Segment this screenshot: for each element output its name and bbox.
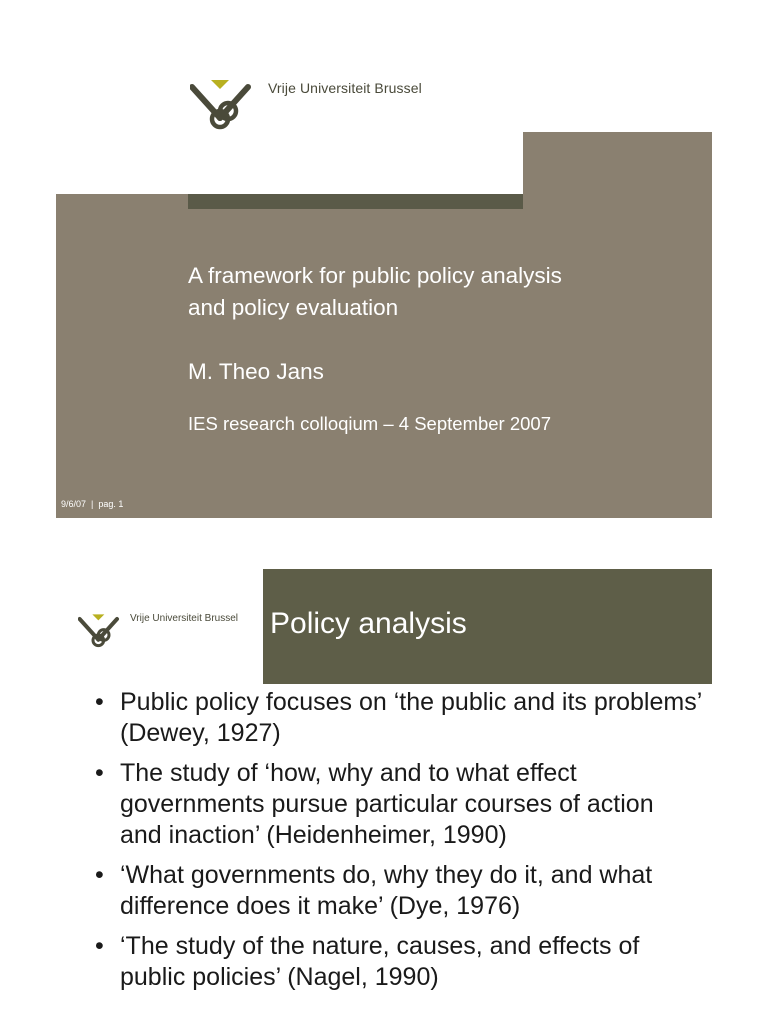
- footer-date: 9/6/07: [61, 499, 87, 509]
- vub-logo-icon: [190, 78, 252, 132]
- footer-separator: |: [91, 499, 94, 509]
- university-name: Vrije Universiteit Brussel: [130, 613, 238, 624]
- accent-bar: [188, 194, 523, 209]
- university-name: Vrije Universiteit Brussel: [268, 80, 422, 96]
- bullet-icon: •: [95, 759, 104, 787]
- list-item: [92, 931, 702, 993]
- slide-footer: [61, 499, 123, 509]
- presentation-title: [188, 260, 688, 324]
- bullet-text: Public policy focuses on ‘the public and its problems’ (Dewey, 1927): [120, 688, 702, 747]
- decor-tab: [523, 132, 712, 194]
- list-item: [92, 758, 702, 851]
- vub-logo-icon: [78, 613, 120, 649]
- bullet-list: [92, 687, 702, 1002]
- title-panel: [56, 194, 712, 518]
- bullet-icon: •: [95, 932, 104, 960]
- content-slide: [56, 569, 712, 1009]
- title-slide: [56, 30, 712, 518]
- event-line: IES research colloqium – 4 September 2007: [188, 413, 552, 434]
- bullet-icon: •: [95, 688, 104, 716]
- list-item: [92, 687, 702, 749]
- bullet-text: ‘The study of the nature, causes, and effects of public policies’ (Nagel, 1990): [120, 932, 640, 991]
- title-line-1: A framework for public policy analysis: [188, 263, 562, 288]
- author-name: M. Theo Jans: [188, 359, 324, 384]
- slide-heading: Policy analysis: [270, 607, 467, 640]
- footer-page: pag. 1: [98, 499, 124, 509]
- title-line-2: and policy evaluation: [188, 295, 399, 320]
- bullet-icon: •: [95, 861, 104, 889]
- bullet-text: The study of ‘how, why and to what effect governments pursue particular courses of action and inaction’ (Heidenheimer, 1990): [120, 759, 654, 849]
- bullet-text: ‘What governments do, why they do it, and what difference does it make’ (Dye, 1976): [120, 861, 653, 920]
- list-item: [92, 860, 702, 922]
